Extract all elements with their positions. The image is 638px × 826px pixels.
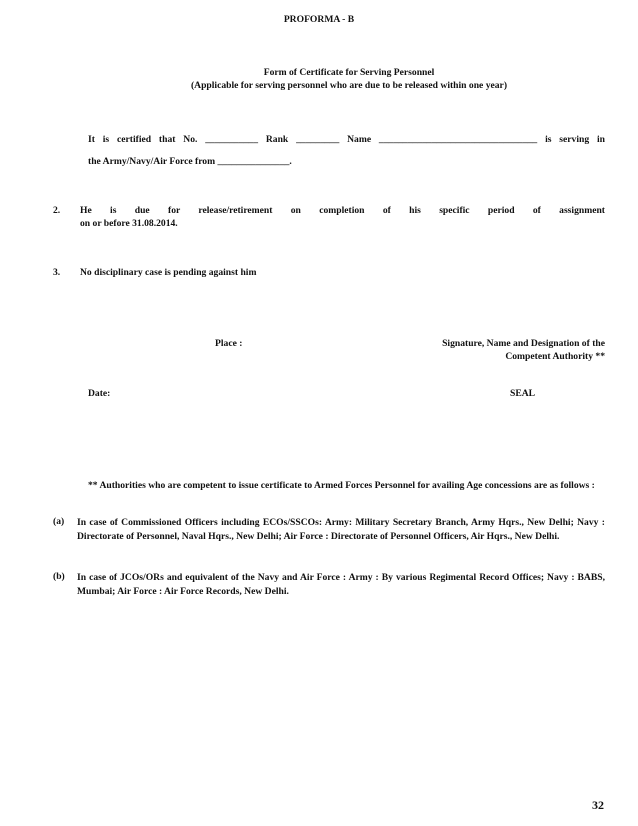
form-subtitle: (Applicable for serving personnel who are due to be released within one year) (190, 80, 508, 91)
item-2-line-1: He is due for release/retirement on completion of his specific period of assignment (80, 205, 605, 216)
case-a-label: (a) (53, 516, 65, 527)
seal-label: SEAL (510, 388, 536, 399)
item-2-line-2: on or before 31.08.2014. (80, 218, 178, 229)
case-a-text: In case of Commissioned Officers including ECOs/SSCOs: Army: Military Secretary Branch, Army Hqrs., New Delhi; Navy : Directorate of Personnel, Naval Hqrs., New Delhi; Air Force : Directorate of Personnel Officers, Air Hqrs., New Delhi. (77, 517, 605, 542)
case-b-label: (b) (53, 571, 65, 582)
place-label: Place : (215, 338, 243, 349)
proforma-title: PROFORMA - B (283, 14, 355, 25)
page-number: 32 (592, 798, 604, 812)
case-b-text: In case of JCOs/ORs and equivalent of the Navy and Air Force : Army : By various Regimental Record Offices; Navy : BABS, Mumbai; Air Force : Air Force Records, New Delhi. (77, 572, 605, 597)
certify-line-2: the Army/Navy/Air Force from _______________. (88, 156, 292, 167)
item-number-2: 2. (53, 205, 61, 216)
signature-line-2: Competent Authority ** (505, 351, 605, 362)
certify-line-1: It is certified that No. ___________ Rank _________ Name _________________________________ is serving in (88, 134, 605, 145)
date-label: Date: (88, 388, 111, 399)
form-title: Form of Certificate for Serving Personnel (263, 67, 435, 78)
authorities-note: ** Authorities who are competent to issue certificate to Armed Forces Personnel for availing Age concessions are as follows : (88, 480, 595, 491)
item-number-3: 3. (53, 267, 61, 278)
item-3-text: No disciplinary case is pending against him (80, 267, 257, 278)
signature-line-1: Signature, Name and Designation of the (442, 338, 605, 349)
